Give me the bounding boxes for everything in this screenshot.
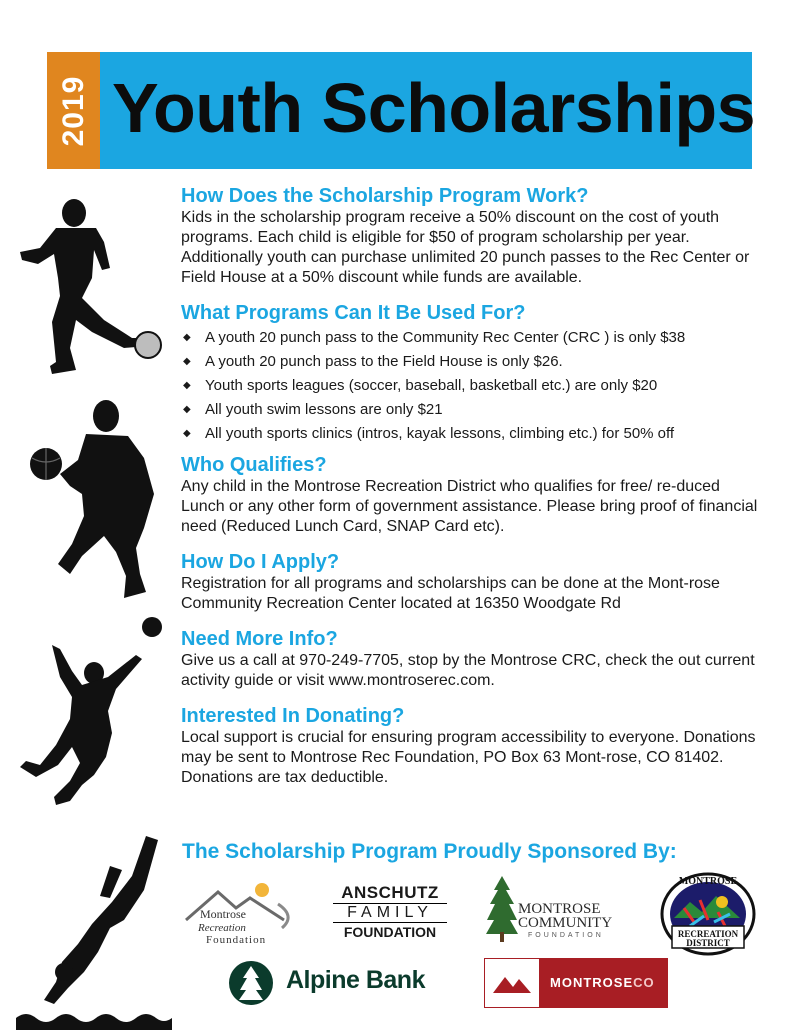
section-who-qualifies — [181, 454, 761, 537]
section-heading: How Does the Scholarship Program Work? — [181, 185, 589, 207]
anschutz-family-foundation-logo — [333, 883, 447, 941]
mcf-line1: MONTROSE — [518, 901, 601, 917]
section-how-to-apply — [181, 551, 761, 614]
mcf-line2: COMMUNITY — [518, 915, 613, 931]
montroseco-suffix: CO — [633, 975, 655, 990]
section-body: Give us a call at 970-249-7705, stop by the Montrose CRC, check the out current activity guide or visit www.montroserec.com. — [181, 652, 755, 689]
section-heading: Interested In Donating? — [181, 705, 405, 727]
main-content — [181, 185, 761, 802]
volleyball-player-silhouette — [12, 615, 172, 815]
alpine-tree-icon — [228, 960, 274, 1006]
mrf-line1: Montrose — [200, 907, 246, 921]
sponsors-title: The Scholarship Program Proudly Sponsored By: — [182, 840, 677, 863]
mrf-line2: Recreation — [198, 922, 246, 934]
page-title: Youth Scholarships — [112, 69, 756, 147]
anschutz-line2: FAMILY — [333, 903, 447, 923]
year-badge — [47, 52, 100, 169]
list-item: ◆ A youth 20 punch pass to the Community Rec Center (CRC ) is only $38 — [181, 326, 761, 350]
list-item: ◆ All youth swim lessons are only $21 — [181, 398, 761, 422]
section-body: Registration for all programs and scholarships can be done at the Mont-rose Community Recreation Center located at 16350 Woodgate Rd — [181, 575, 720, 612]
section-heading: How Do I Apply? — [181, 551, 340, 573]
mcf-line3: FOUNDATION — [528, 932, 604, 939]
mrf-line3: Foundation — [206, 934, 267, 946]
basketball-player-silhouette — [20, 398, 160, 603]
swimmer-diving-silhouette — [14, 832, 174, 1032]
mrd-line3: DISTRICT — [686, 938, 730, 948]
mountain-icon — [485, 959, 539, 1007]
diamond-bullet-icon: ◆ — [183, 404, 191, 415]
list-item: ◆ A youth 20 punch pass to the Field House is only $26. — [181, 350, 761, 374]
anschutz-line1: ANSCHUTZ — [341, 883, 439, 902]
diamond-bullet-icon: ◆ — [183, 332, 191, 343]
section-how-it-works — [181, 185, 761, 288]
soccer-player-silhouette — [12, 198, 167, 376]
year-text: 2019 — [56, 75, 90, 146]
programs-list — [181, 326, 761, 446]
section-body: Local support is crucial for ensuring program accessibility to everyone. Donations may be sent to Montrose Rec Foundation, PO Box 63 Mont-rose, CO 81402. Donations are tax deductible. — [181, 729, 756, 786]
section-body: Any child in the Montrose Recreation District who qualifies for free/ re-duced Lunch or any other form of government assistance. Please bring proof of financial need (Reduced Lunch Card, SNAP Card etc). — [181, 478, 758, 535]
list-item: ◆ All youth sports clinics (intros, kayak lessons, climbing etc.) for 50% off — [181, 422, 761, 446]
section-heading: What Programs Can It Be Used For? — [181, 302, 526, 324]
title-banner — [100, 52, 756, 169]
alpine-bank-logo — [228, 958, 428, 1008]
section-donating — [181, 705, 761, 788]
section-programs — [181, 302, 761, 446]
mrd-line2: RECREATION — [677, 929, 739, 939]
montroseco-mark — [484, 958, 540, 1008]
montrose-recreation-foundation-logo — [178, 880, 308, 950]
mrd-line1: MONTROSE — [678, 876, 738, 887]
section-body: Kids in the scholarship program receive a 50% discount on the cost of youth programs. Each child is eligible for $50 of program scholarship per year. Additionally youth can purchase unlimited 20 punch passes to the Rec Center or Field House at a 50% discount while funds are available. — [181, 209, 750, 286]
diamond-bullet-icon: ◆ — [183, 356, 191, 367]
montrose-community-foundation-logo — [484, 874, 624, 946]
section-more-info — [181, 628, 761, 691]
anschutz-line3: FOUNDATION — [343, 924, 437, 940]
tree-icon — [484, 874, 520, 944]
montrose-recreation-district-logo — [660, 872, 756, 956]
montroseco-name: MONTROSE — [550, 975, 634, 990]
diamond-bullet-icon: ◆ — [183, 428, 191, 439]
list-item: ◆ Youth sports leagues (soccer, baseball, basketball etc.) are only $20 — [181, 374, 761, 398]
montroseco-logo — [484, 958, 668, 1008]
diamond-bullet-icon: ◆ — [183, 380, 191, 391]
section-heading: Who Qualifies? — [181, 454, 327, 476]
alpine-bank-name: Alpine Bank — [286, 966, 425, 994]
section-heading: Need More Info? — [181, 628, 338, 650]
